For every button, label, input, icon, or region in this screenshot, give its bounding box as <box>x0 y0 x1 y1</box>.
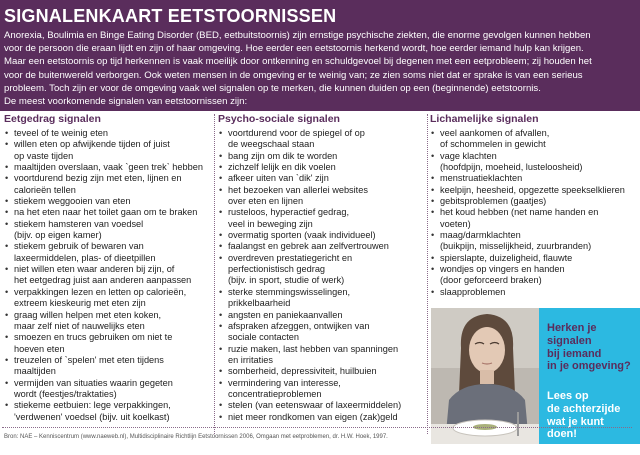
signal-item-line: • voortdurend bezig zijn met eten, lijnen en <box>14 173 182 184</box>
column-eating-behaviour <box>4 113 214 423</box>
signal-item <box>218 173 428 184</box>
signal-item <box>430 173 638 184</box>
signal-item <box>430 264 638 287</box>
signal-item-line: • niet meer rondkomen van eigen (zak)geld <box>228 411 398 422</box>
signal-item-line: extreem kieskeurig met eten zijn <box>14 298 146 309</box>
signal-item <box>218 128 428 151</box>
column-divider <box>214 114 215 434</box>
signal-item-line: • maag/darmklachten <box>440 230 521 241</box>
intro-line: Anorexia, Boulimia en Binge Eating Disorder (BED, eetbuitstoornis) zijn ernstige psychische ziekten, die enorme gevolgen kunnen hebben <box>4 30 591 41</box>
signal-item-line: het eetgedrag juist aan anderen aanpassen <box>14 275 192 286</box>
signal-item-line: • veel aankomen of afvallen, <box>440 128 550 138</box>
signal-item-line: • rusteloos, hyperactief gedrag, <box>228 207 350 218</box>
intro-line: probleem. Toch zijn er voor de omgeving vaak wel signalen op te merken, die kunnen duiden op een (beginnende) eetstoornis. <box>4 82 541 94</box>
footer-divider <box>2 427 632 428</box>
column-physical <box>430 113 638 298</box>
signal-item <box>4 332 214 355</box>
signal-item <box>430 253 638 264</box>
signal-item-line: • somberheid, depressiviteit, huilbuien <box>228 366 377 377</box>
photo-illustration <box>431 308 539 444</box>
source-note: Bron: NAE – Kenniscentrum (www.naeweb.nl), Multidisciplinaire Richtlijn Eetstoornissen 2006, Omgaan met eetproblemen, dr. H.W. Hoek, 1997. <box>4 434 388 440</box>
signal-item-line: • overmatig sporten (vaak individueel) <box>228 230 376 241</box>
signal-list <box>4 128 214 423</box>
signal-item <box>218 241 428 252</box>
cta-answer <box>547 390 639 441</box>
signal-item-line: over eten en lijnen <box>228 196 304 207</box>
column-title: Psycho-sociale signalen <box>218 113 340 125</box>
cta-question-line: in je omgeving? <box>547 360 631 373</box>
signal-item-line: hoeven eten <box>14 343 65 354</box>
cta-answer-line: Lees op <box>547 390 589 402</box>
signal-list <box>218 128 428 423</box>
signal-item <box>4 378 214 401</box>
signal-item <box>4 162 214 173</box>
intro-line: Maar een eetstoornis op tijd herkennen is vaak moeilijk door ontkenning en schuldgevoel bij degenen met een eetprobleem; zij houden het <box>4 56 592 68</box>
signal-item-line: de weegschaal staan <box>228 139 315 150</box>
signal-item <box>430 151 638 174</box>
signal-item-line: perfectionistisch gedrag <box>228 264 326 275</box>
woman-with-plate-photo <box>431 308 539 444</box>
signal-item-line: • vage klachten <box>440 150 497 161</box>
signal-item-line: • treuzelen of `spelen' met eten tijdens <box>14 354 164 365</box>
signal-item <box>4 241 214 264</box>
cta-question-line: bij iemand <box>547 347 602 360</box>
signal-item-line: • ruzie maken, last hebben van spanningen <box>228 343 399 354</box>
column-psycho-social <box>218 113 428 423</box>
signal-item <box>430 207 638 230</box>
cta-answer-line: wat je kunt <box>547 415 604 428</box>
signal-item <box>4 196 214 207</box>
signal-item <box>218 287 428 310</box>
signal-item-line: (hoofdpijn, moeheid, lusteloosheid) <box>440 162 583 173</box>
intro-line: voor de buitenwereld verborgen. Ook weten mensen in de omgeving er te weinig van; ze zien soms niet dat er sprake is van een serieus <box>4 69 583 81</box>
signal-list <box>430 128 638 298</box>
signal-item-line: • na het eten naar het toilet gaan om te braken <box>14 207 198 218</box>
signal-item <box>4 173 214 196</box>
header-banner <box>0 0 640 111</box>
signal-item-line: laxeermiddelen, plas- of dieetpillen <box>14 252 156 263</box>
signal-item-line: en irritaties <box>228 354 273 365</box>
signal-item-line: • stiekem gebruik of bewaren van <box>14 241 144 252</box>
signal-item <box>218 162 428 173</box>
signal-item-line: of schommelen in gewicht <box>440 139 546 150</box>
signal-item <box>218 366 428 377</box>
signal-item <box>430 128 638 151</box>
signal-item <box>430 196 638 207</box>
signal-item-line: • vermindering van interesse, <box>228 377 341 388</box>
signal-item-line: • zichzelf lelijk en dik voelen <box>228 162 336 173</box>
signal-item <box>4 219 214 242</box>
signal-item-line: • stiekem hamsteren van voedsel <box>14 218 144 229</box>
signal-item-line: • stelen (van eetenswaar of laxeermiddelen) <box>228 400 402 411</box>
signal-item-line: maar zelf niet of nauwelijks eten <box>14 320 145 331</box>
signal-item <box>218 253 428 287</box>
signal-item-line: • menstruatieklachten <box>440 173 523 184</box>
call-to-action-box <box>539 308 640 444</box>
signal-item-line: • voortdurend voor de spiegel of op <box>228 128 365 138</box>
signal-item <box>218 400 428 411</box>
signal-item-line: • overdreven prestatiegericht en <box>228 252 353 263</box>
signal-item <box>218 321 428 344</box>
signal-item <box>218 230 428 241</box>
signal-item <box>4 264 214 287</box>
signal-item-line: • het koud hebben (net name handen en <box>440 207 599 218</box>
signal-item <box>4 128 214 139</box>
signal-item-line: • het bezoeken van allerlei websites <box>228 184 368 195</box>
signal-item-line: voeten) <box>440 218 471 229</box>
signal-item <box>218 310 428 321</box>
intro-line: De meest voorkomende signalen van eetstoornissen zijn: <box>4 96 248 108</box>
signal-item-line: • gebitsproblemen (gaatjes) <box>440 196 547 207</box>
cta-question <box>547 322 639 373</box>
signal-item <box>4 207 214 218</box>
signal-item-line: • wondjes op vingers en handen <box>440 264 565 275</box>
signal-item-line: concentratieproblemen <box>228 388 322 399</box>
signal-item-line: • sterke stemmingswisselingen, <box>228 286 351 297</box>
intro-text <box>4 29 630 108</box>
signal-item-line: • slaapproblemen <box>440 286 506 297</box>
signal-item-line: • faalangst en gebrek aan zelfvertrouwen <box>228 241 389 252</box>
signal-item-line: • stiekeme eetbuien: lege verpakkingen, <box>14 400 171 411</box>
signal-item <box>218 378 428 401</box>
signal-item-line: • bang zijn om dik te worden <box>228 150 338 161</box>
signal-item <box>4 355 214 378</box>
signal-item-line: 'verdwenen' voedsel (bijv. uit koelkast) <box>14 411 170 422</box>
intro-line: voor de persoon die eraan lijdt en zijn of haar omgeving. Hoe eerder een eetstoornis herkend wordt, hoe eerder iemand hulp kan krijgen. <box>4 43 584 55</box>
signal-item-line: • willen eten op afwijkende tijden of juist <box>14 139 170 150</box>
signal-item-line: • spierslapte, duizeligheid, flauwte <box>440 252 573 263</box>
signal-item <box>218 185 428 208</box>
signal-item-line: • niet willen eten waar anderen bij zijn, of <box>14 264 175 275</box>
cta-answer-line: doen! <box>547 428 577 441</box>
cta-answer-line: de achterzijde <box>547 402 621 415</box>
signal-item <box>218 344 428 367</box>
signal-item-line: • verpakkingen lezen en letten op calorieën, <box>14 286 187 297</box>
signal-item-line: • vermijden van situaties waarin gegeten <box>14 377 173 388</box>
signal-item <box>4 287 214 310</box>
signal-item-line: veel in beweging zijn <box>228 218 313 229</box>
signal-item <box>218 207 428 230</box>
signal-item-line: • angsten en paniekaanvallen <box>228 309 343 320</box>
signal-item-line: op vaste tijden <box>14 150 74 161</box>
signal-item-line: • keelpijn, heesheid, opgezette speekselklieren <box>440 184 625 195</box>
signal-item-line: • afspraken afzeggen, ontwijken van <box>228 320 370 331</box>
signal-item-line: wordt (feestjes/traktaties) <box>14 388 117 399</box>
signal-item-line: (bijv. op eigen kamer) <box>14 230 102 241</box>
signal-item-line: • smoezen en trucs gebruiken om niet te <box>14 332 173 343</box>
page-title: SIGNALENKAART EETSTOORNISSEN <box>4 6 337 26</box>
cta-question-line: Herken je <box>547 322 597 334</box>
column-divider <box>427 114 428 434</box>
signal-item-line: prikkelbaarheid <box>228 298 291 309</box>
signal-item <box>430 287 638 298</box>
signal-item <box>4 139 214 162</box>
signal-item <box>218 412 428 423</box>
signal-item-line: maaltijden <box>14 366 56 377</box>
signal-item <box>4 400 214 423</box>
signal-item-line: sociale contacten <box>228 332 299 343</box>
signal-item-line: • graag willen helpen met eten koken, <box>14 309 162 320</box>
signal-item-line: (bijv. in sport, studie of werk) <box>228 275 345 286</box>
column-title: Lichamelijke signalen <box>430 113 539 125</box>
column-title: Eetgedrag signalen <box>4 113 101 125</box>
cta-question-line: signalen <box>547 334 592 347</box>
signal-item <box>218 151 428 162</box>
signal-item <box>430 185 638 196</box>
signal-item-line: • afkeer uiten van `dik' zijn <box>228 173 329 184</box>
signal-item-line: • teveel of te weinig eten <box>14 128 108 138</box>
signal-item-line: • maaltijden overslaan, vaak `geen trek` hebben <box>14 162 203 173</box>
signal-item-line: (buikpijn, misselijkheid, zuurbranden) <box>440 241 592 252</box>
signal-item-line: • stiekem weggooien van eten <box>14 196 131 207</box>
signal-item-line: calorieën tellen <box>14 184 76 195</box>
signal-item-line: (door geforceerd braken) <box>440 275 542 286</box>
signal-item <box>4 310 214 333</box>
signal-item <box>430 230 638 253</box>
